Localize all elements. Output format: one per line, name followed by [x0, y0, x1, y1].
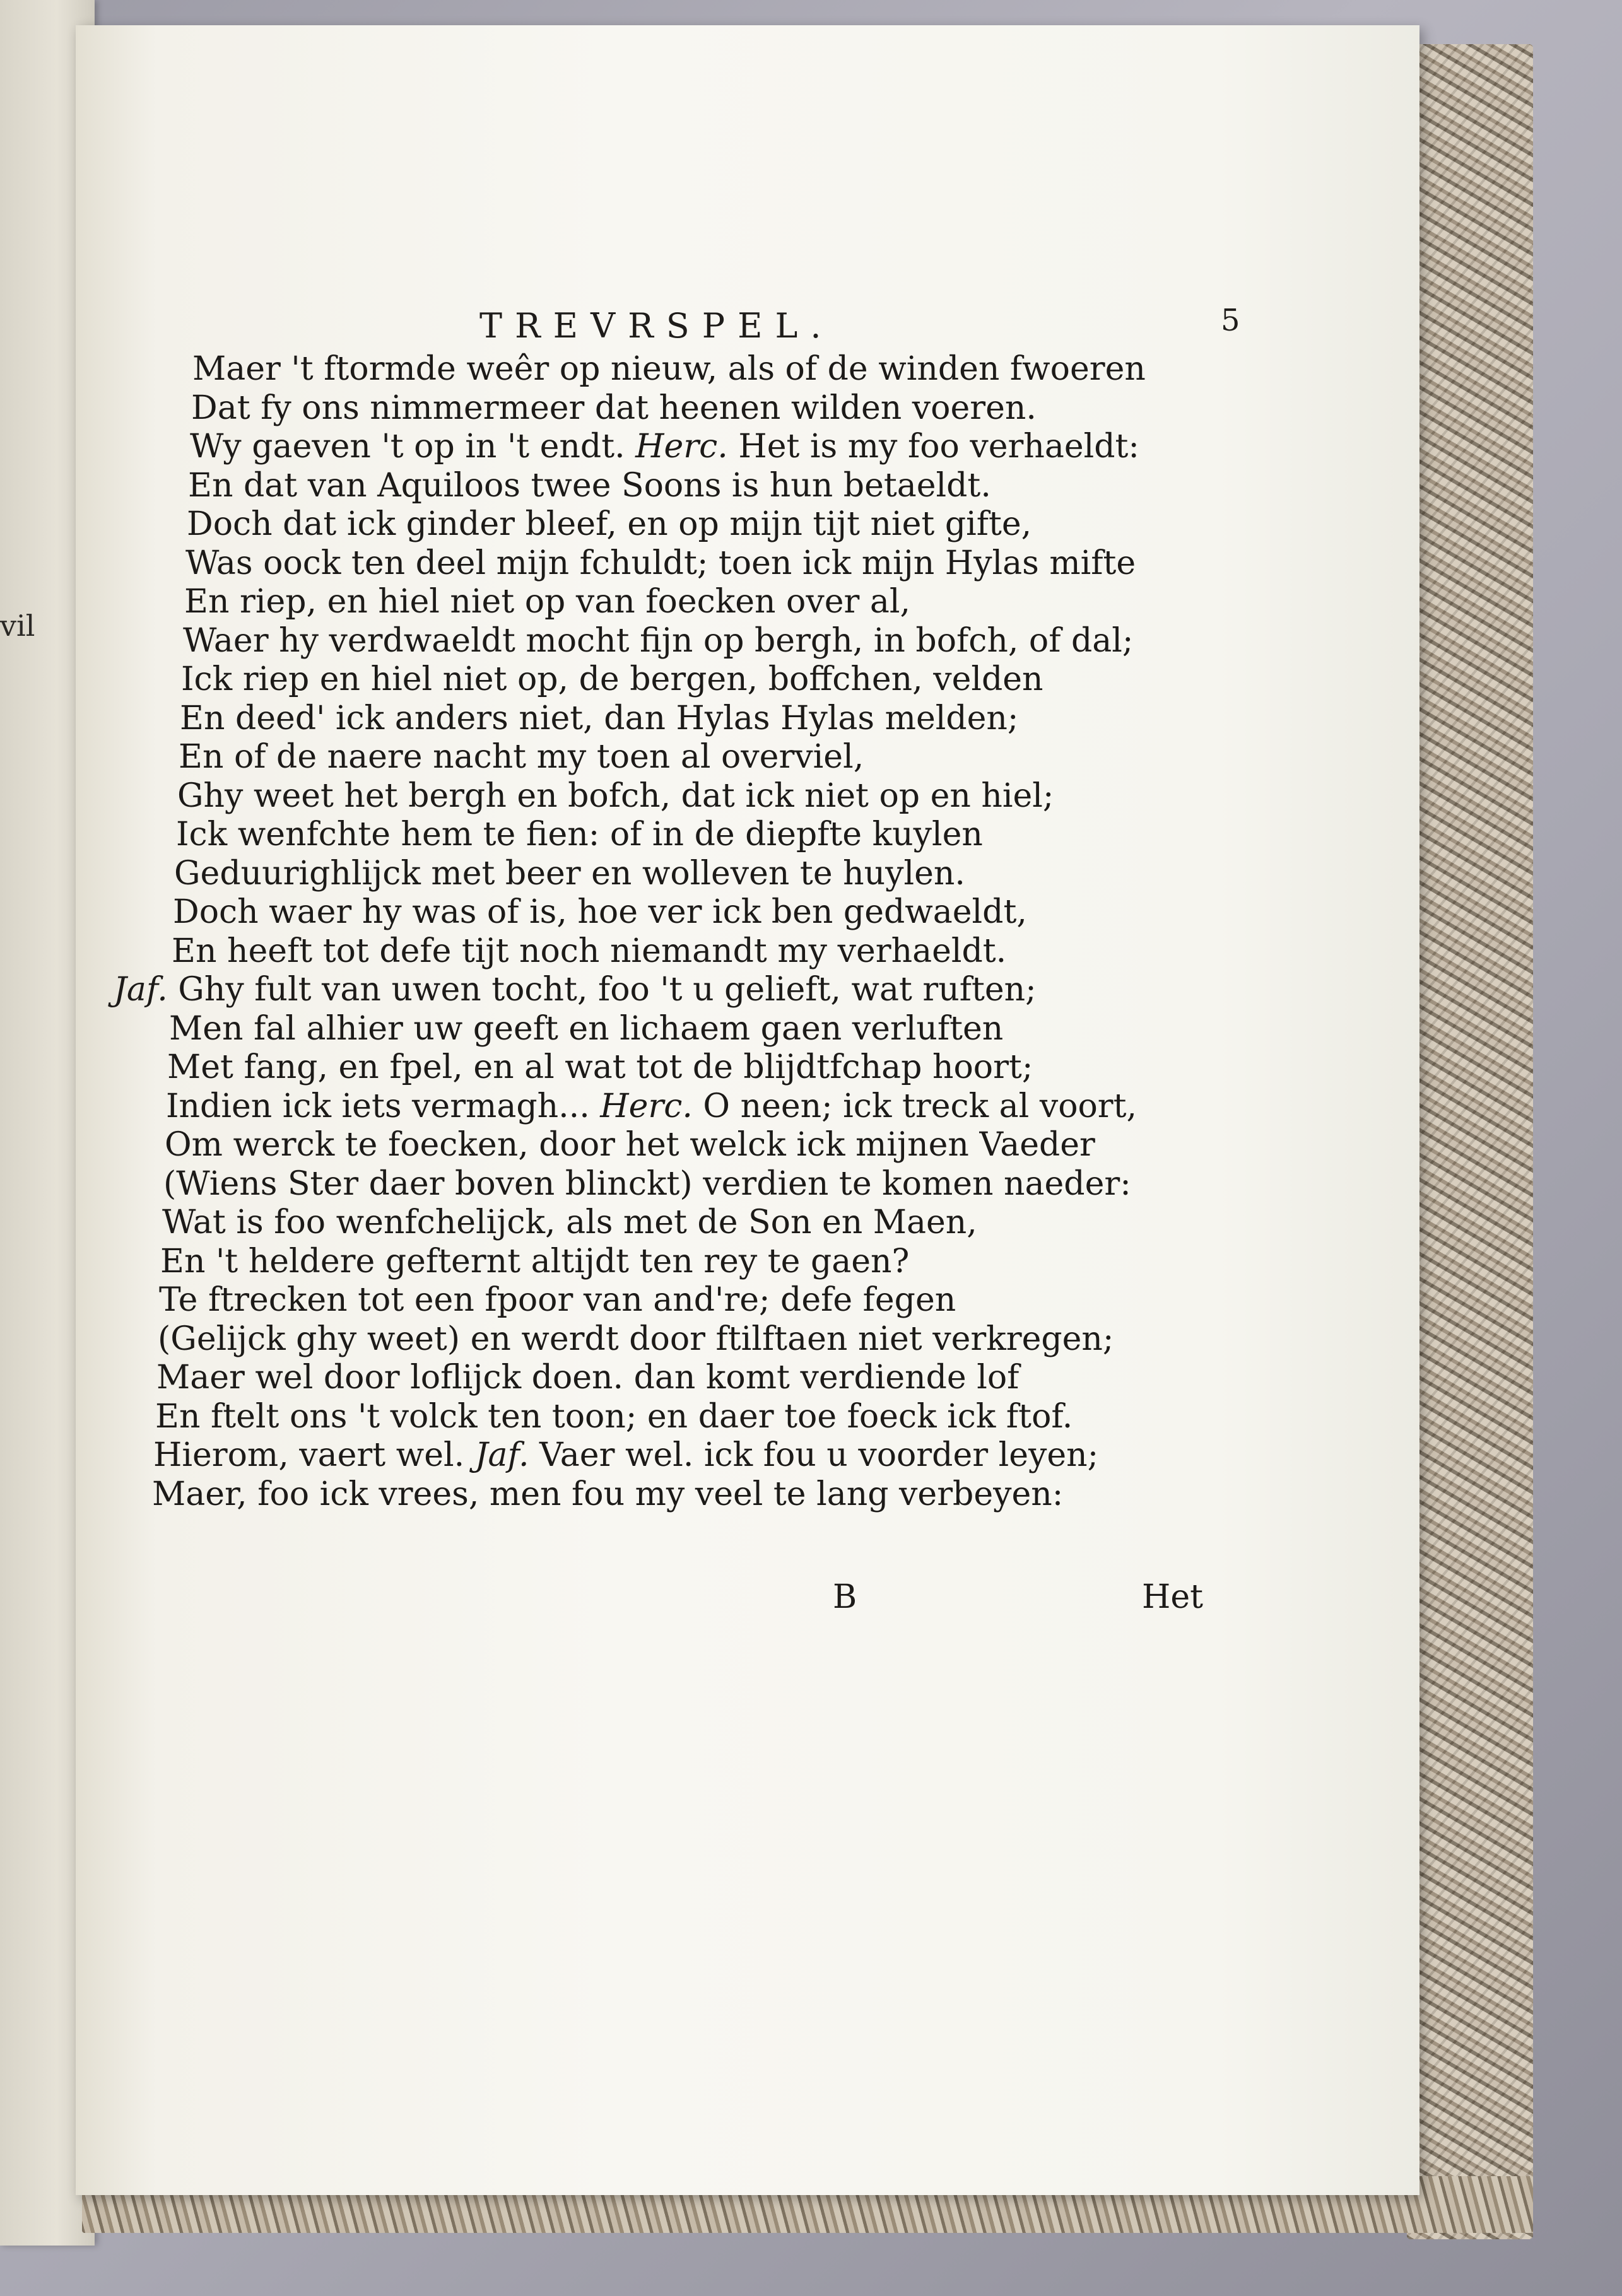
signature-mark: B: [833, 1578, 857, 1616]
verse-line: [176, 816, 983, 853]
verse-line-text: O neen; ick treck al voort,: [692, 1087, 1137, 1125]
verse-line: [159, 1281, 956, 1319]
verse-line: [167, 1048, 1033, 1086]
verse-line: [188, 467, 991, 505]
speaker-name: Herc.: [635, 428, 728, 466]
speaker-name: Jaf.: [474, 1436, 529, 1474]
verse-line-text: Te ftrecken tot een fpoor van and're; defe fegen: [159, 1281, 956, 1319]
verse-line-text: Indien ick iets vermagh...: [166, 1087, 601, 1125]
verse-line-text: Wat is foo wenfchelijck, als met de Son en Maen,: [162, 1204, 977, 1241]
verse-line: [177, 777, 1054, 815]
verse-line-text: En 't heldere gefternt altijdt ten rey te gaen?: [160, 1242, 910, 1280]
catchword: Het: [1142, 1578, 1204, 1616]
verse-line: [153, 1436, 1098, 1474]
left-page-text-fragment: vil: [0, 609, 35, 643]
verse-line: [187, 505, 1031, 543]
verse-line: [183, 622, 1133, 660]
verse-line-text: Was oock ten deel mijn fchuldt; toen ick mijn Hylas mifte: [185, 544, 1136, 582]
verse-line: [174, 855, 965, 893]
verse-line: [158, 1320, 1114, 1358]
verse-line-text: Met fang, en fpel, en al wat tot de blijdtfchap hoort;: [167, 1048, 1033, 1086]
verse-line-text: Doch waer hy was of is, hoe ver ick ben gedwaeldt,: [173, 893, 1027, 931]
verse-line-text: Maer wel door loflijck doen. dan komt verdiende lof: [156, 1359, 1020, 1397]
verse-line-text: Vaer wel. ick fou u voorder leyen;: [529, 1436, 1099, 1474]
verse-line: [179, 738, 864, 776]
verse-line: [114, 971, 1037, 1009]
verse-line-text: Ghy fult van uwen tocht, foo 't u gelieft, wat ruften;: [167, 971, 1037, 1009]
verse-line: [166, 1087, 1137, 1125]
verse-line-text: Maer, foo ick vrees, men fou my veel te lang verbeyen:: [152, 1475, 1064, 1513]
verse-line: [190, 428, 1139, 466]
verse-line-text: Ghy weet het bergh en bofch, dat ick niet op en hiel;: [177, 776, 1054, 815]
running-title: TREVRSPEL.: [479, 306, 834, 346]
verse-line: [173, 893, 1027, 931]
verse-line-text: Geduurighlijck met beer en wolleven te huylen.: [174, 854, 965, 893]
verse-line-text: En of de naere nacht my toen al overviel,: [179, 738, 864, 776]
verse-line-text: Waer hy verdwaeldt mocht fijn op bergh, in bofch, of dal;: [183, 621, 1134, 660]
verse-line-text: Dat fy ons nimmermeer dat heenen wilden voeren.: [191, 389, 1037, 427]
verse-line: [192, 350, 1146, 388]
speaker-name: Jaf.: [114, 971, 168, 1009]
verse-line-text: En dat van Aquiloos twee Soons is hun betaeldt.: [188, 466, 991, 505]
speaker-name: Herc.: [600, 1087, 693, 1125]
verse-line: [165, 1126, 1095, 1164]
verse-line-text: Doch dat ick ginder bleef, en op mijn tijt niet gifte,: [187, 505, 1032, 543]
page-number: 5: [1221, 303, 1240, 338]
verse-line-text: (Wiens Ster daer boven blinckt) verdien te komen naeder:: [163, 1164, 1131, 1203]
verse-line: [180, 700, 1018, 737]
verse-line-text: Hierom, vaert wel.: [153, 1436, 475, 1474]
verse-line: [155, 1398, 1073, 1436]
verse-line-text: (Gelijck ghy weet) en werdt door ftilftaen niet verkregen;: [158, 1320, 1114, 1358]
verse-line: [169, 1010, 1003, 1048]
verse-line: [152, 1475, 1063, 1513]
verse-line-text: En ftelt ons 't volck ten toon; en daer toe foeck ick ftof.: [155, 1397, 1073, 1436]
verse-line: [160, 1243, 909, 1280]
verse-line-text: Maer 't ftormde weêr op nieuw, als of de winden fwoeren: [192, 350, 1146, 388]
verse-line-text: Ick riep en hiel niet op, de bergen, boffchen, velden: [181, 660, 1043, 698]
verse-line: [185, 544, 1136, 582]
verse-line: [191, 389, 1037, 427]
verse-line-text: Wy gaeven 't op in 't endt.: [190, 428, 636, 466]
verse-line-text: Het is my foo verhaeldt:: [727, 428, 1139, 466]
verse-line-text: Ick wenfchte hem te fien: of in de diepfte kuylen: [176, 816, 983, 853]
verse-line-text: En deed' ick anders niet, dan Hylas Hylas melden;: [180, 699, 1019, 737]
verse-line: [181, 660, 1043, 698]
verse-line: [184, 583, 910, 621]
verse-line-text: Men fal alhier uw geeft en lichaem gaen verluften: [169, 1009, 1004, 1048]
verse-line: [162, 1204, 977, 1241]
verse-line: [156, 1359, 1019, 1397]
verse-line-text: Om werck te foecken, door het welck ick mijnen Vaeder: [165, 1126, 1095, 1164]
verse-line-text: En riep, en hiel niet op van foecken over al,: [184, 583, 911, 621]
marbled-cover-edge: [1407, 44, 1533, 2239]
book-page: [76, 25, 1419, 2195]
verse-line: [172, 932, 1006, 970]
verse-line: [163, 1165, 1131, 1203]
verse-line-text: En heeft tot defe tijt noch niemandt my verhaeldt.: [172, 932, 1007, 970]
